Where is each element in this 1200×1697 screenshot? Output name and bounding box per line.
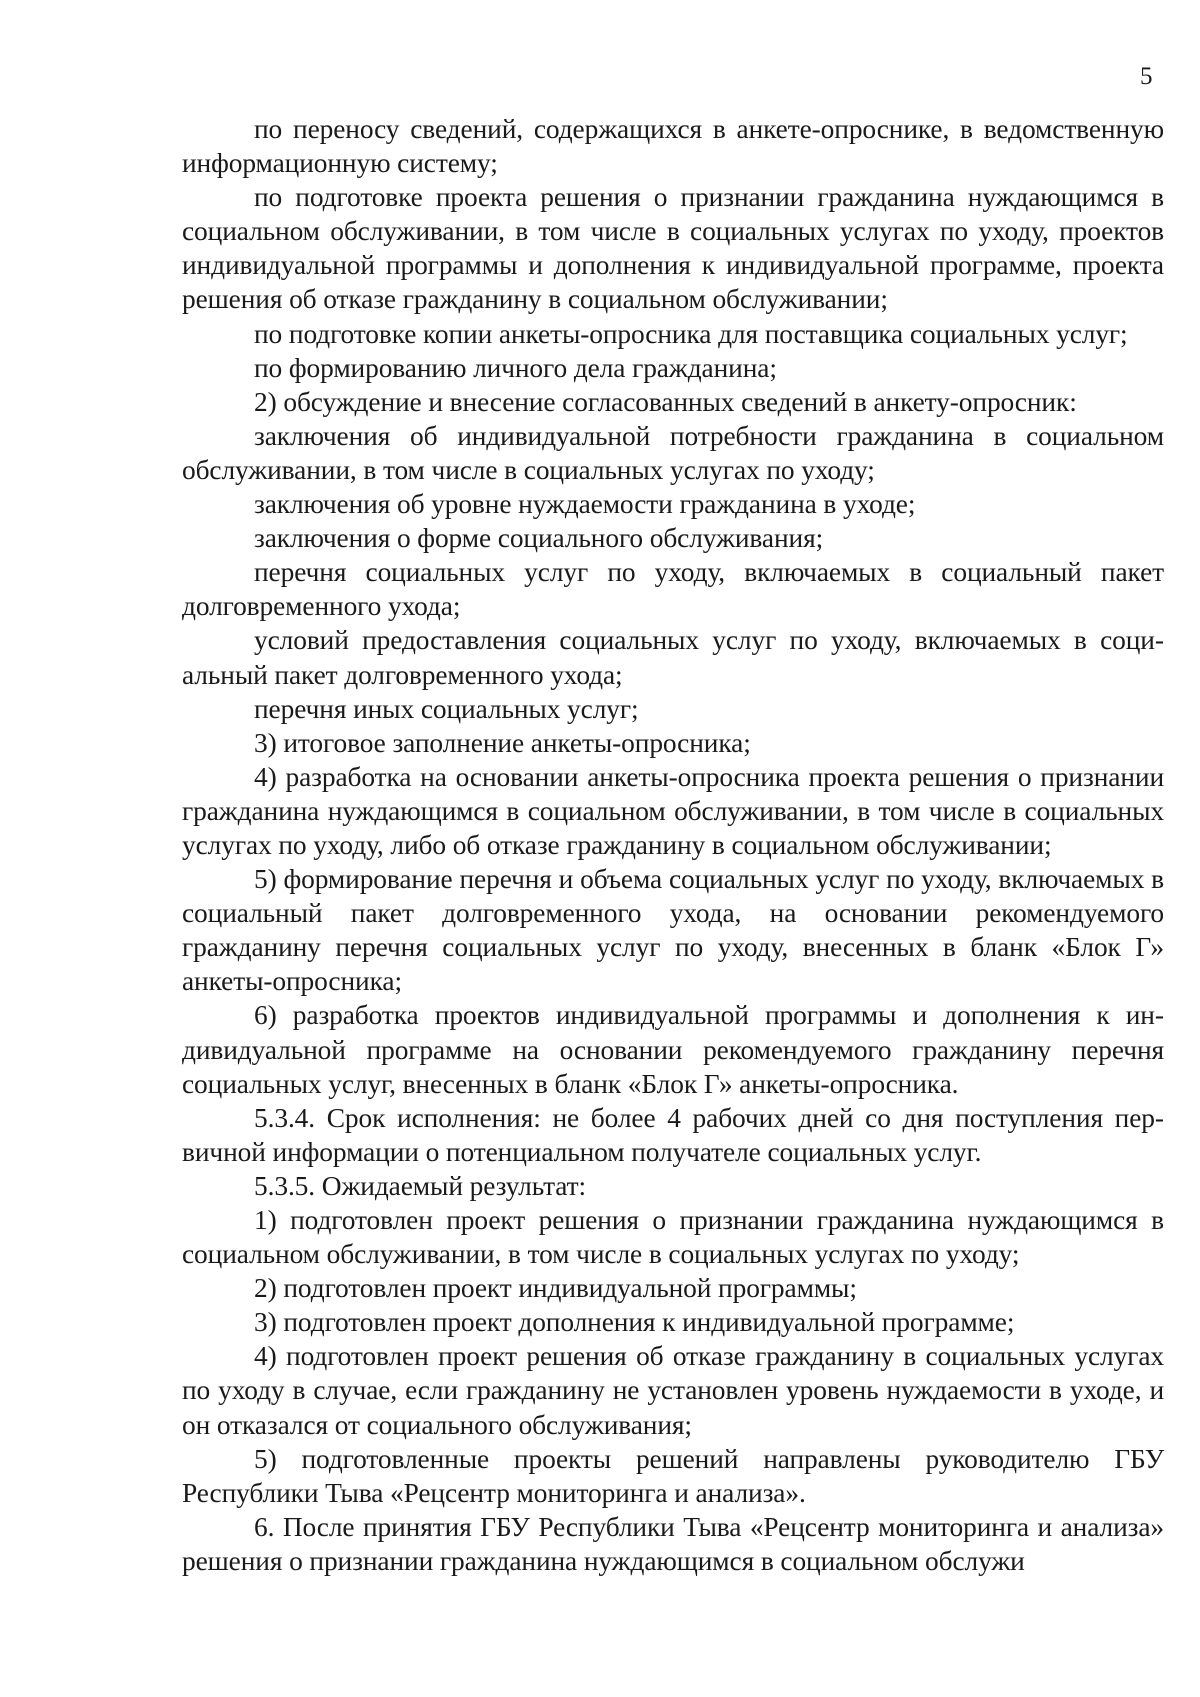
document-body xyxy=(182,112,1164,1578)
paragraph: по подготовке проекта решения о признании гражданина нуждающимся в социальном обслуживании, в том числе в социальных услугах по уходу, проектов индивидуальной программы и дополнения к индивидуальной программе, проекта решения об отказе гражданину в социальном обслуживании; xyxy=(182,182,1164,315)
paragraph: по подготовке копии анкеты-опросника для поставщика социальных услуг; xyxy=(254,318,1128,349)
paragraph: 5.3.5. Ожидаемый результат: xyxy=(254,1170,587,1201)
paragraph: заключения об индивидуальной потребности гражданина в социальном обслуживании, в том числе в социальных услугах по уходу; xyxy=(182,420,1164,485)
paragraph: по переносу сведений, содержащихся в анкете-опроснике, в ведомственную информационную систему; xyxy=(182,114,1164,179)
paragraph: заключения об уровне нуждаемости гражданина в уходе; xyxy=(254,489,916,520)
paragraph: перечня социальных услуг по уходу, включаемых в социальный пакет долговременного ухода; xyxy=(182,557,1164,622)
paragraph: перечня иных социальных услуг; xyxy=(254,693,639,724)
paragraph: 5.3.4. Срок исполнения: не более 4 рабочих дней со дня поступления первичной информации о потенциальном получателе социальных услуг. xyxy=(182,1102,1164,1167)
paragraph: 6. После принятия ГБУ Республики Тыва «Рецсентр мониторинга и анализа» решения о признании гражданина нуждающимся в социальном обслужи xyxy=(182,1511,1164,1576)
paragraph: по формированию личного дела гражданина; xyxy=(254,352,777,383)
paragraph: 1) подготовлен проект решения о признании гражданина нуждающимся в социальном обслуживании, в том числе в социальных услугах по уходу; xyxy=(182,1205,1164,1270)
paragraph: 5) подготовленные проекты решений направлены руководителю ГБУ Республики Тыва «Рецсентр мониторинга и анализа». xyxy=(182,1443,1164,1508)
paragraph: 3) итоговое заполнение анкеты-опросника; xyxy=(254,727,751,758)
paragraph: 4) разработка на основании анкеты-опросника проекта решения о признании гражданина нуждающимся в социальном обслуживании, в том числе в социальных услугах по уходу, либо об отказе гражданину в социальном обслуживании; xyxy=(182,761,1164,860)
paragraph: условий предоставления социальных услуг по уходу, включаемых в социальный пакет долговременного ухода; xyxy=(182,625,1164,690)
paragraph: 2) обсуждение и внесение согласованных сведений в анкету-опросник: xyxy=(254,386,1077,417)
paragraph: 4) подготовлен проект решения об отказе гражданину в социальных услугах по уходу в случае, если гражданину не установлен уровень нуждаемости в уходе, и он отказался от социального обслуживания; xyxy=(182,1341,1164,1440)
paragraph: 2) подготовлен проект индивидуальной программы; xyxy=(254,1273,857,1304)
paragraph: 5) формирование перечня и объема социальных услуг по уходу, включаемых в социальный пакет долговременного ухода, на основании рекомендуемого гражданину перечня социальных услуг по уходу, внесенных в бланк «Блок Г» анкеты-опросника; xyxy=(182,864,1164,997)
paragraph: 3) подготовлен проект дополнения к индивидуальной программе; xyxy=(254,1307,1015,1338)
paragraph: заключения о форме социального обслуживания; xyxy=(254,523,824,554)
paragraph: 6) разработка проектов индивидуальной программы и дополнения к индивидуальной программе на основании рекомендуемого гражданину перечня социальных услуг, внесенных в бланк «Блок Г» анкеты-опросника. xyxy=(182,1000,1164,1099)
page-number: 5 xyxy=(1140,63,1153,90)
